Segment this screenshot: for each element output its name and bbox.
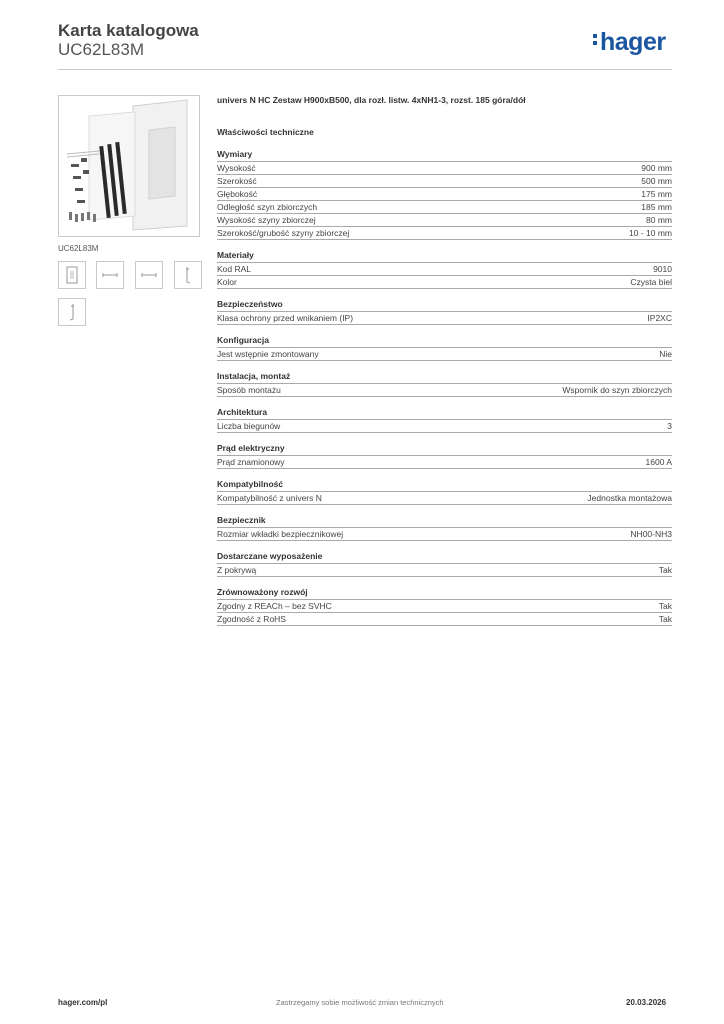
section-title: Dostarczane wyposażenie: [217, 551, 672, 564]
thumbnail-bottom-view[interactable]: [135, 261, 163, 289]
section-title: Materiały: [217, 250, 672, 263]
spec-value: Czysta biel: [630, 277, 672, 287]
spec-row: [217, 201, 672, 214]
section-title: Konfiguracja: [217, 335, 672, 348]
spec-label: Prąd znamionowy: [217, 457, 285, 467]
spec-value: 185 mm: [641, 202, 672, 212]
document-title: Karta katalogowa: [58, 21, 199, 40]
section-title: Bezpiecznik: [217, 515, 672, 528]
spec-label: Szerokość: [217, 176, 257, 186]
hager-logo: [593, 28, 666, 57]
thumbnail-front-view[interactable]: [58, 261, 86, 289]
spec-value: Nie: [659, 349, 672, 359]
thumbnail-side-view[interactable]: [174, 261, 202, 289]
spec-section: [217, 149, 672, 240]
spec-label: Kompatybilność z univers N: [217, 493, 322, 503]
spec-section: [217, 587, 672, 626]
spec-value: Tak: [658, 565, 672, 575]
spec-value: Wspornik do szyn zbiorczych: [562, 385, 672, 395]
spec-value: 9010: [653, 264, 672, 274]
spec-row: [217, 276, 672, 289]
product-code: UC62L83M: [58, 40, 144, 59]
spec-label: Wysokość szyny zbiorczej: [217, 215, 316, 225]
thumbnail-side-view-2[interactable]: [58, 298, 86, 326]
footer-date: 20.03.2026: [626, 998, 667, 1007]
spec-value: Jednostka montażowa: [587, 493, 672, 503]
spec-row: [217, 175, 672, 188]
image-caption: UC62L83M: [58, 244, 99, 253]
spec-value: 1600 A: [645, 457, 672, 467]
footer-disclaimer: Zastrzegamy sobie możliwość zmian technicznych: [276, 998, 444, 1007]
section-title: Instalacja, montaż: [217, 371, 672, 384]
section-title: Wymiary: [217, 149, 672, 162]
spec-row: [217, 492, 672, 505]
spec-section: [217, 335, 672, 361]
spec-section: [217, 299, 672, 325]
spec-label: Szerokość/grubość szyny zbiorczej: [217, 228, 350, 238]
spec-value: 900 mm: [641, 163, 672, 173]
spec-label: Wysokość: [217, 163, 256, 173]
spec-row: [217, 384, 672, 397]
spec-label: Klasa ochrony przed wnikaniem (IP): [217, 313, 354, 323]
spec-label: Zgodność z RoHS: [217, 614, 286, 624]
spec-row: [217, 263, 672, 276]
header-divider: [58, 69, 672, 70]
spec-label: Rozmiar wkładki bezpiecznikowej: [217, 529, 344, 539]
section-title: Architektura: [217, 407, 672, 420]
spec-row: [217, 420, 672, 433]
spec-label: Głębokość: [217, 189, 258, 199]
section-title: Kompatybilność: [217, 479, 672, 492]
spec-row: [217, 348, 672, 361]
thumbnail-top-view[interactable]: [96, 261, 124, 289]
spec-value: 500 mm: [641, 176, 672, 186]
spec-value: Tak: [658, 614, 672, 624]
spec-value: 80 mm: [646, 215, 672, 225]
spec-label: Zgodny z REACh – bez SVHC: [217, 601, 332, 611]
spec-section: [217, 479, 672, 505]
spec-sections: [217, 149, 672, 626]
spec-section: [217, 515, 672, 541]
logo-dots-icon: [593, 31, 598, 48]
spec-section: [217, 250, 672, 289]
spec-section: [217, 443, 672, 469]
spec-value: 175 mm: [641, 189, 672, 199]
section-title: Prąd elektryczny: [217, 443, 672, 456]
spec-row: [217, 528, 672, 541]
footer-website-link[interactable]: hager.com/pl: [58, 998, 108, 1007]
spec-label: Odległość szyn zbiorczych: [217, 202, 318, 212]
section-title: Zrównoważony rozwój: [217, 587, 672, 600]
specification-table: [217, 95, 672, 636]
spec-row: [217, 188, 672, 201]
product-image: [58, 95, 200, 237]
spec-row: [217, 564, 672, 577]
spec-row: [217, 214, 672, 227]
spec-section: [217, 551, 672, 577]
spec-row: [217, 613, 672, 626]
spec-value: NH00-NH3: [630, 529, 672, 539]
logo-text: hager: [600, 28, 666, 56]
section-title: Bezpieczeństwo: [217, 299, 672, 312]
spec-section: [217, 371, 672, 397]
spec-label: Kolor: [217, 277, 237, 287]
spec-value: IP2XC: [647, 313, 672, 323]
technical-properties-heading: Właściwości techniczne: [217, 127, 314, 137]
spec-row: [217, 312, 672, 325]
spec-row: [217, 456, 672, 469]
spec-label: Sposób montażu: [217, 385, 281, 395]
spec-value: 3: [667, 421, 672, 431]
product-description: univers N HC Zestaw H900xB500, dla rozł. listw. 4xNH1-3, rozst. 185 góra/dół: [217, 95, 526, 105]
spec-value: Tak: [658, 601, 672, 611]
spec-row: [217, 600, 672, 613]
spec-value: 10 - 10 mm: [629, 228, 672, 238]
spec-label: Z pokrywą: [217, 565, 257, 575]
spec-label: Jest wstępnie zmontowany: [217, 349, 319, 359]
spec-label: Kod RAL: [217, 264, 252, 274]
spec-row: [217, 162, 672, 175]
spec-label: Liczba biegunów: [217, 421, 281, 431]
spec-section: [217, 407, 672, 433]
spec-row: [217, 227, 672, 240]
